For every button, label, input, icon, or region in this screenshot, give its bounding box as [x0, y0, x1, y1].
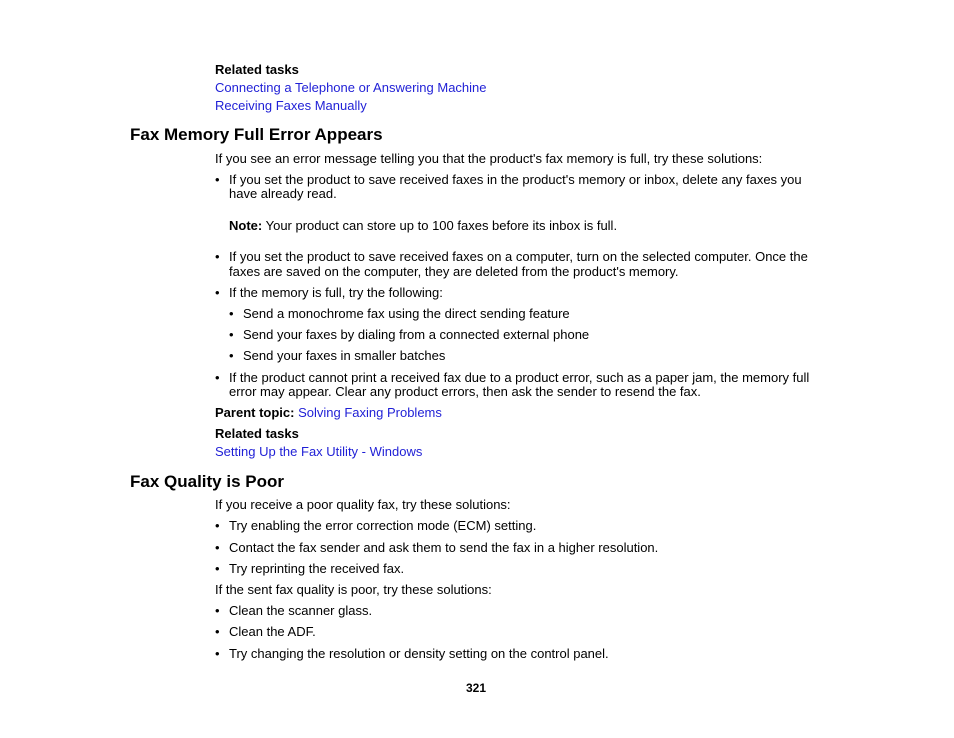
parent-topic-label: Parent topic:: [215, 405, 295, 420]
related-tasks-heading: Related tasks: [215, 62, 299, 77]
section-title-fax-memory-full: Fax Memory Full Error Appears: [130, 125, 383, 144]
note-text: Your product can store up to 100 faxes before its inbox is full.: [265, 218, 618, 233]
list-item-text: If you set the product to save received faxes in the product's memory or inbox, delete any faxes you: [229, 172, 802, 187]
bullet-marker: •: [215, 540, 220, 555]
link-solving-faxing-problems[interactable]: Solving Faxing Problems: [298, 405, 442, 420]
section2-intro: If you receive a poor quality fax, try these solutions:: [215, 497, 511, 512]
sub-list-item-text: Send your faxes in smaller batches: [243, 348, 446, 363]
link-connecting-telephone[interactable]: Connecting a Telephone or Answering Machine: [215, 80, 487, 95]
section1-intro: If you see an error message telling you that the product's fax memory is full, try these solutions:: [215, 151, 763, 166]
page-number: 321: [466, 681, 487, 695]
bullet-marker: •: [215, 624, 220, 639]
bullet-marker: •: [215, 518, 220, 533]
bullet-marker: •: [215, 172, 220, 187]
link-setting-up-fax-utility[interactable]: Setting Up the Fax Utility - Windows: [215, 444, 423, 459]
list-item-text: Clean the ADF.: [229, 624, 316, 639]
bullet-marker: •: [229, 348, 234, 363]
bullet-marker: •: [215, 561, 220, 576]
list-item-text-continued: faxes are saved on the computer, they are deleted from the product's memory.: [229, 264, 679, 279]
list-item-text: Contact the fax sender and ask them to send the fax in a higher resolution.: [229, 540, 659, 555]
bullet-marker: •: [215, 249, 220, 264]
list-item-text: If you set the product to save received faxes on a computer, turn on the selected computer. Once the: [229, 249, 808, 264]
bullet-marker: •: [215, 285, 220, 300]
related-tasks-heading: Related tasks: [215, 426, 299, 441]
parent-topic: [215, 405, 442, 420]
note-label: Note:: [229, 218, 263, 233]
list-item-text: If the product cannot print a received fax due to a product error, such as a paper jam, the memory full: [229, 370, 810, 385]
link-receiving-faxes-manually[interactable]: Receiving Faxes Manually: [215, 98, 367, 113]
bullet-marker: •: [229, 306, 234, 321]
list-item-text-continued: have already read.: [229, 186, 337, 201]
list-item-text: Clean the scanner glass.: [229, 603, 373, 618]
list-item-text: If the memory is full, try the following:: [229, 285, 443, 300]
section-title-fax-quality-poor: Fax Quality is Poor: [130, 472, 284, 491]
section2-intro-sent: If the sent fax quality is poor, try these solutions:: [215, 582, 492, 597]
sub-list-item-text: Send your faxes by dialing from a connected external phone: [243, 327, 590, 342]
bullet-marker: •: [215, 370, 220, 385]
bullet-marker: •: [215, 646, 220, 661]
note: [229, 218, 617, 233]
bullet-marker: •: [215, 603, 220, 618]
bullet-marker: •: [229, 327, 234, 342]
list-item-text: Try reprinting the received fax.: [229, 561, 405, 576]
list-item-text: Try enabling the error correction mode (ECM) setting.: [229, 518, 537, 533]
sub-list-item-text: Send a monochrome fax using the direct sending feature: [243, 306, 570, 321]
list-item-text: Try changing the resolution or density setting on the control panel.: [229, 646, 609, 661]
list-item-text-continued: error may appear. Clear any product errors, then ask the sender to resend the fax.: [229, 384, 701, 399]
